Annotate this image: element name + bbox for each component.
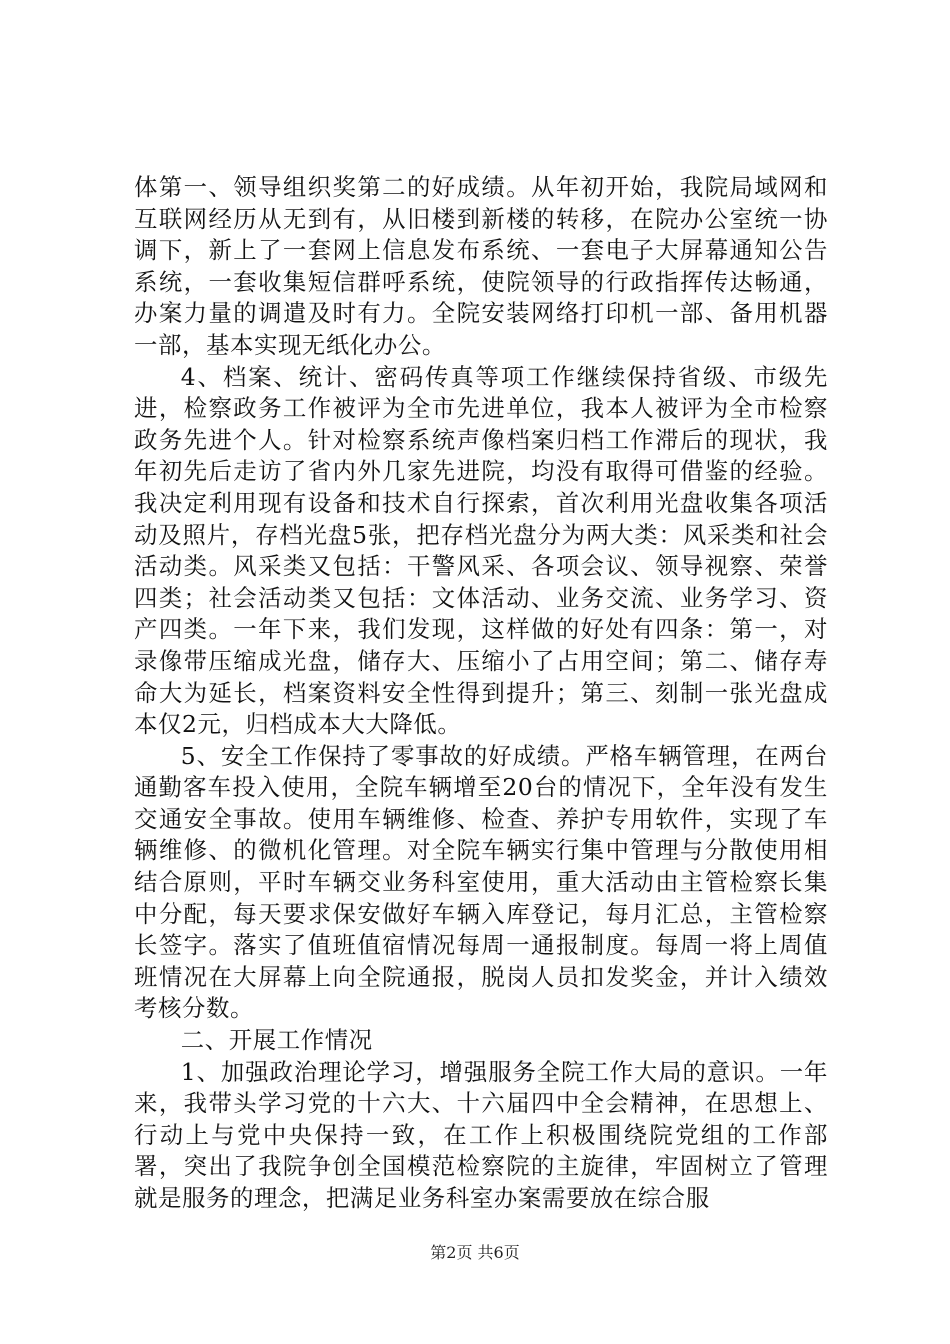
section-heading: 二、开展工作情况 [180, 1026, 373, 1055]
page-footer: 第2页 共6页 [430, 1243, 520, 1262]
paragraph-continuation: 体第一、领导组织奖第二的好成绩。从年初开始，我院局域网和互联网经历从无到有，从旧楼到新楼的转移，在院办公室统一协调下，新上了一套网上信息发布系统、一套电子大屏幕通知公告系统，一套收集短信群呼系统，使院领导的行政指挥传达畅通，办案力量的调遣及时有力。全院安装网络打印机一部、备用机器一部，基本实现无纸化办公。 [134, 173, 828, 359]
paragraph-item-5: 5、安全工作保持了零事故的好成绩。严格车辆管理，在两台通勤客车投入使用，全院车辆增至20台的情况下，全年没有发生交通安全事故。使用车辆维修、检查、养护专用软件，实现了车辆维修、的微机化管理。对全院车辆实行集中管理与分散使用相结合原则，平时车辆交业务科室使用，重大活动由主管检察长集中分配，每天要求保安做好车辆入库登记，每月汇总，主管检察长签字。落实了值班值宿情况每周一通报制度。每周一将上周值班情况在大屏幕上向全院通报，脱岗人员扣发奖金，并计入绩效考核分数。 [134, 741, 828, 1023]
paragraph-item-4: 4、档案、统计、密码传真等项工作继续保持省级、市级先进，检察政务工作被评为全市先进单位，我本人被评为全市检察政务先进个人。针对检察系统声像档案归档工作滞后的现状，我年初先后走访了省内外几家先进院，均没有取得可借鉴的经验。我决定利用现有设备和技术自行探索，首次利用光盘收集各项活动及照片，存档光盘5张，把存档光盘分为两大类：风采类和社会活动类。风采类又包括：干警风采、各项会议、领导视察、荣誉四类；社会活动类又包括：文体活动、业务交流、业务学习、资产四类。一年下来，我们发现，这样做的好处有四条：第一，对录像带压缩成光盘，储存大、压缩小了占用空间；第二、储存寿命大为延长，档案资料安全性得到提升；第三、刻制一张光盘成本仅2元，归档成本大大降低。 [134, 362, 828, 739]
document-body [134, 172, 828, 1215]
paragraph-item-1: 1、加强政治理论学习，增强服务全院工作大局的意识。一年来，我带头学习党的十六大、十六届四中全会精神，在思想上、行动上与党中央保持一致，在工作上积极围绕院党组的工作部署，突出了我院争创全国模范检察院的主旋律，牢固树立了管理就是服务的理念，把满足业务科室办案需要放在综合服 [134, 1057, 828, 1212]
